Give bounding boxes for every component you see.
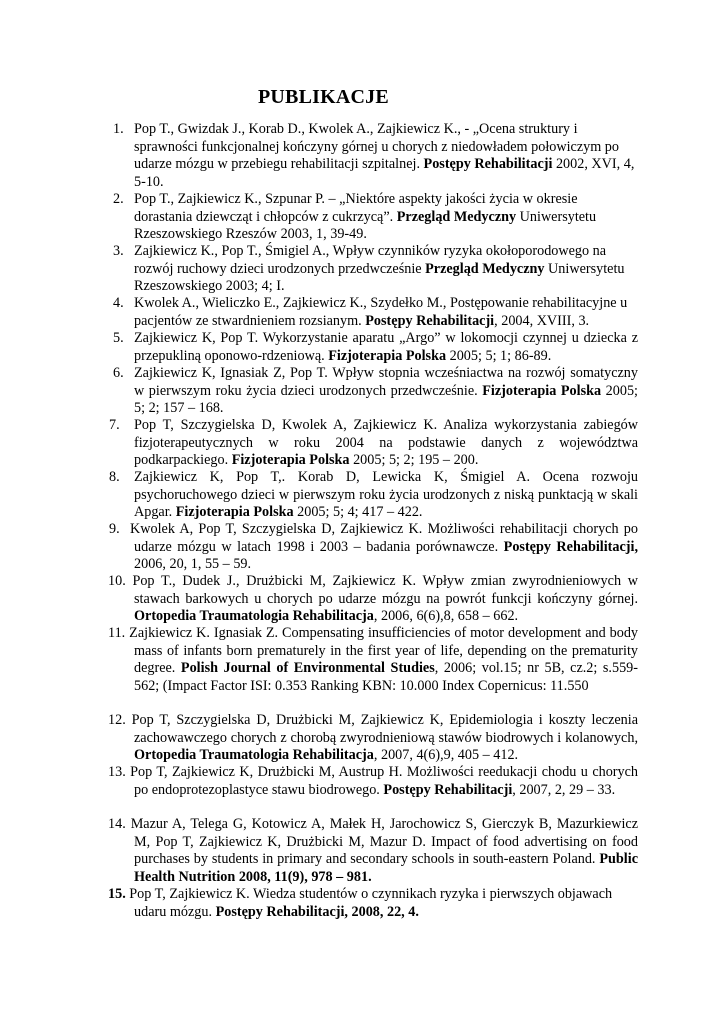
citation-details: , 2007, 2, 29 – 33. [512, 781, 616, 798]
citation [134, 365, 638, 418]
journal-name: Ortopedia Traumatologia Rehabilitacja [134, 608, 374, 624]
journal-name: Postępy Rehabilitacji, [503, 538, 639, 555]
citation [134, 295, 638, 330]
citation-text: Pop T., Dudek J., Drużbicki M, Zajkiewicz K. Wpływ zmian zwyrodnieniowych w stawach barkowych u chorych po udarze mózgu na powrót funkcji kończyny górnej. [132, 573, 638, 607]
citation-details: 2005; 5; 2; 195 – 200. [349, 452, 479, 468]
citation-text: Zajkiewicz K, Pop T,. Korab D, Lewicka K, Śmigiel A. Ocena rozwoju psychoruchowego dzieci w pierwszym roku życia urodzonych z niską punktacją w skali Apgar. [134, 469, 638, 520]
citation-text: Pop T, Szczygielska D, Drużbicki M, Zajkiewicz K, Epidemiologia i koszty leczenia zachowawczego chorych z chorobą zwyrodnieniową stawów biodrowych i kolanowych, [131, 712, 639, 746]
journal-name: Postępy Rehabilitacji, 2008, 22, 4. [215, 903, 419, 920]
journal-name: Przegląd Medyczny [396, 208, 517, 225]
journal-name: Fizjoterapia Polska [175, 504, 294, 520]
citation-text: Zajkiewicz K, Pop T. Wykorzystanie aparatu „Argo” w lokomocji czynnej u dziecka z przepukliną oponowo-rdzeniową. [134, 330, 638, 364]
journal-name: Fizjoterapia Polska [482, 382, 602, 399]
citation-details: , 2006, 6(6),8, 658 – 662. [373, 608, 519, 624]
journal-name: Postępy Rehabilitacji [365, 312, 495, 329]
item-number: 11. [108, 625, 126, 641]
journal-name: Przegląd Medyczny [425, 260, 545, 277]
citation [108, 712, 639, 765]
item-number: 4. [113, 295, 124, 311]
item-number: 3. [113, 243, 124, 259]
item-number: 7. [109, 417, 120, 433]
item-number: 15. [108, 886, 126, 902]
citation-details: Uniwersytetu Rzeszowskiego 2003; 4; I. [134, 260, 625, 294]
citation [134, 191, 638, 244]
citation [130, 521, 639, 574]
page-title: PUBLIKACJE [258, 86, 389, 108]
citation-details: 2005; 5; 1; 86-89. [446, 347, 552, 364]
citation [134, 243, 638, 296]
citation-text: Kwolek A, Pop T, Szczygielska D, Zajkiewicz K. Możliwości rehabilitacji chorych po udarze mózgu w latach 1998 i 2003 – badania porównawcze. [130, 521, 638, 555]
citation [108, 573, 638, 626]
journal-name: Polish Journal of Environmental Studies [180, 660, 435, 676]
citation [108, 886, 638, 921]
citation-text: Kwolek A., Wieliczko E., Zajkiewicz K., Szydełko M., Postępowanie rehabilitacyjne u pacjentów ze stwardnieniem rozsianym. [134, 295, 628, 329]
item-number: 13. [108, 764, 126, 780]
citation-details: , 2007, 4(6),9, 405 – 412. [373, 747, 519, 763]
citation [134, 417, 638, 470]
citation-details: 2006, 20, 1, 55 – 59. [134, 556, 252, 572]
item-number: 6. [113, 365, 124, 381]
citation-details: , 2004, XVIII, 3. [494, 312, 590, 329]
citation [108, 764, 639, 799]
journal-name: Fizjoterapia Polska [328, 347, 447, 364]
citation-text: Mazur A, Telega G, Kotowicz A, Małek H, Jarochowicz S, Gierczyk B, Mazurkiewicz M, Pop T, Zajkiewicz K, Drużbicki M, Mazur D. Impact of food advertising on food purchases by students in primary and secondary schools in south-eastern Poland. [130, 816, 638, 867]
citation-details: 2005; 5; 2; 157 – 168. [134, 382, 638, 416]
citation-details: 2002, XVI, 4, 5-10. [134, 156, 635, 190]
journal-name: Ortopedia Traumatologia Rehabilitacja [134, 747, 374, 763]
journal-name: Postępy Rehabilitacji [423, 156, 553, 172]
item-number: 9. [109, 521, 120, 537]
item-number: 12. [108, 712, 126, 728]
citation-details: , 2006; vol.15; nr 5B, cz.2; s.559-562; (Impact Factor ISI: 0.353 Ranking KBN: 10.000 Index Copernicus: 11.550 [134, 660, 638, 694]
citation-text: Pop T, Szczygielska D, Kwolek A, Zajkiewicz K. Analiza wykorzystania zabiegów fizjoterapeutycznych w roku 2004 na podstawie danych z województwa podkarpackiego. [134, 417, 638, 468]
citation-text: Zajkiewicz K, Ignasiak Z, Pop T. Wpływ stopnia wcześniactwa na rozwój somatyczny w pierwszym roku życia dzieci urodzonych przedwcześnie. [134, 365, 638, 399]
citation-details: 2005; 5; 4; 417 – 422. [293, 504, 423, 520]
citation-text: Pop T., Zajkiewicz K., Szpunar P. – „Niektóre aspekty jakości życia w okresie dorastania dziewcząt i chłopców z cukrzycą”. [134, 191, 578, 225]
item-number: 5. [113, 330, 124, 346]
citation [108, 816, 638, 886]
citation [134, 469, 638, 522]
item-number: 2. [113, 191, 124, 207]
citation-text: Zajkiewicz K., Pop T., Śmigiel A., Wpływ czynników ryzyka okołoporodowego na rozwój ruchowy dzieci urodzonych przedwcześnie [134, 243, 607, 277]
citation [134, 330, 638, 365]
item-number: 14. [108, 816, 126, 832]
item-number: 8. [109, 469, 120, 485]
journal-name: Public Health Nutrition 2008, 11(9), 978 – 981. [134, 851, 638, 885]
citation-text: Zajkiewicz K. Ignasiak Z. Compensating insufficiencies of motor development and body mass of infants born prematurely in the first year of life, depending on the prematurity degree. [129, 625, 639, 676]
citation [134, 121, 638, 191]
citation-text: Pop T., Gwizdak J., Korab D., Kwolek A., Zajkiewicz K., - „Ocena struktury i sprawności funkcjonalnej kończyny górnej u chorych z niedowładem połowiczym po udarze mózgu w przebiegu rehabilitacji szpitalnej. [134, 121, 619, 172]
item-number: 10. [108, 573, 126, 589]
item-number: 1. [113, 121, 124, 137]
journal-name: Postępy Rehabilitacji [383, 781, 513, 798]
citation-text: Pop T, Zajkiewicz K. Wiedza studentów o czynnikach ryzyka i pierwszych objawach udaru mózgu. [129, 886, 613, 920]
citation-details: Uniwersytetu Rzeszowskiego Rzeszów 2003, 1, 39-49. [134, 208, 597, 242]
journal-name: Fizjoterapia Polska [231, 452, 350, 468]
citation-text: Pop T, Zajkiewicz K, Drużbicki M, Austrup H. Możliwości reedukacji chodu u chorych po endoprotezoplastyce stawu biodrowego. [130, 764, 639, 798]
citation [108, 625, 639, 695]
